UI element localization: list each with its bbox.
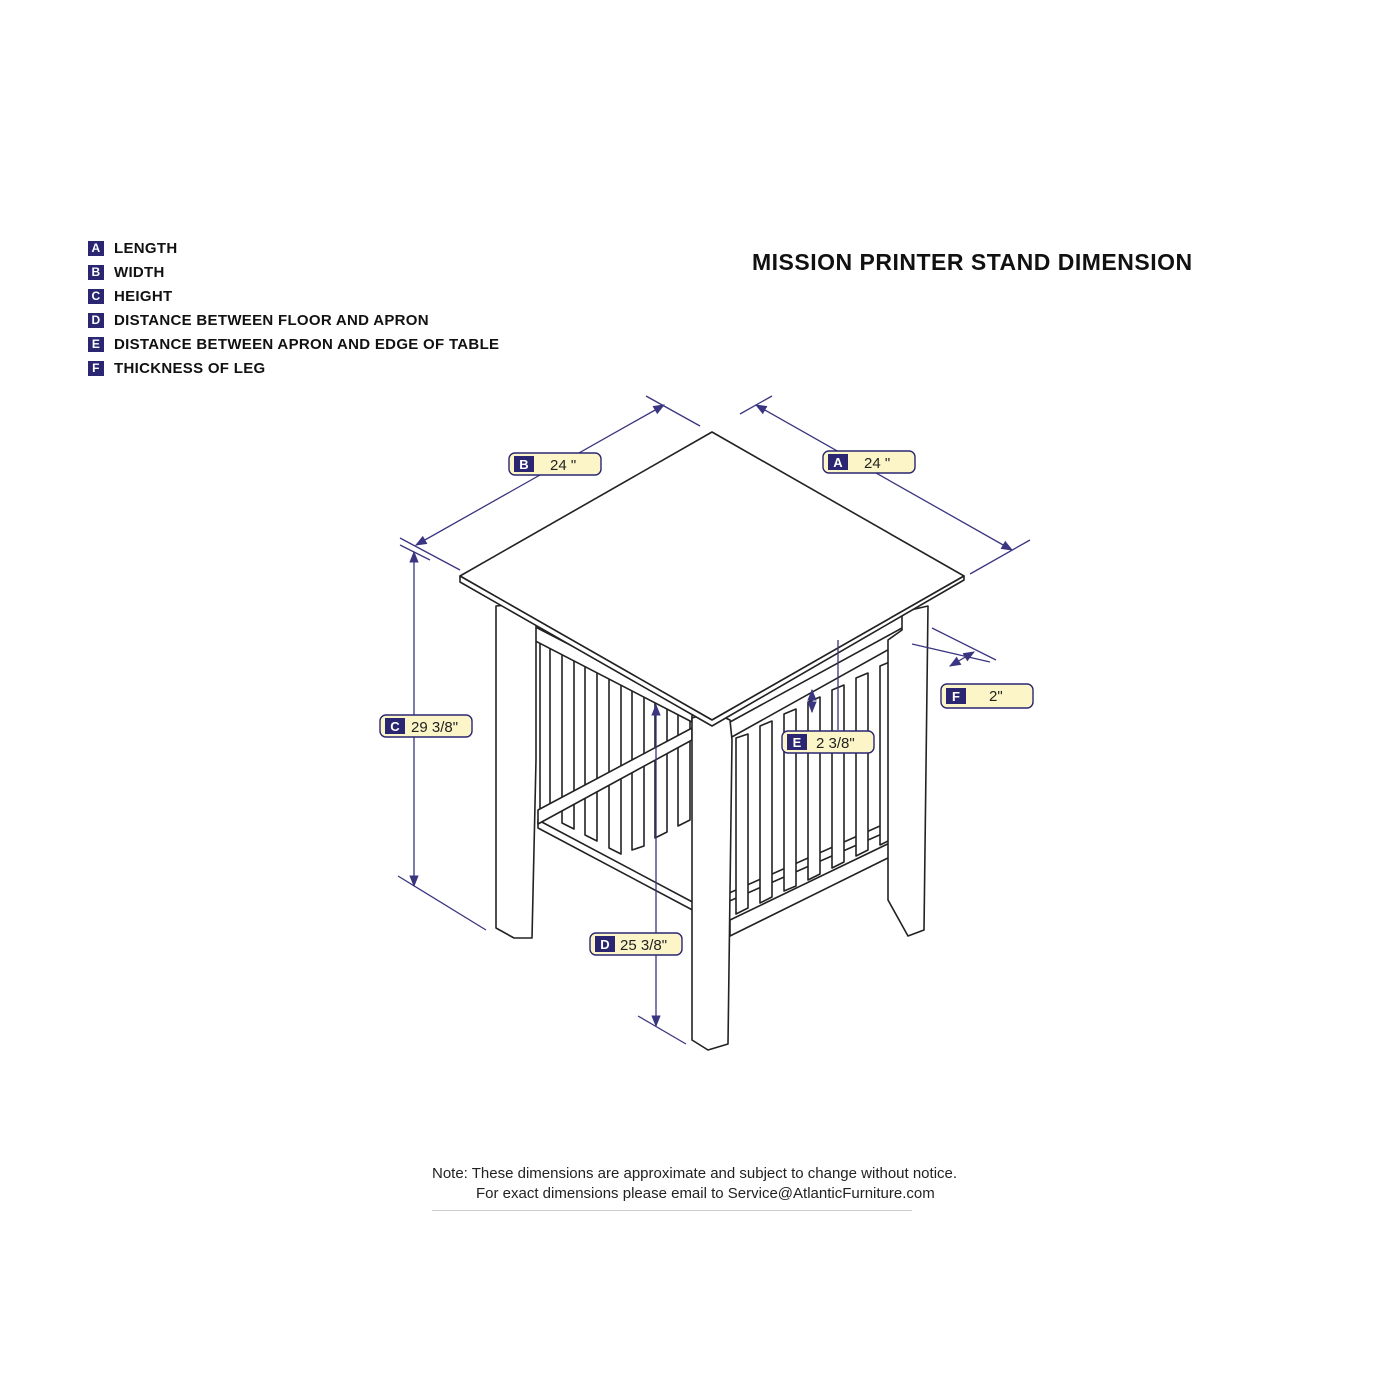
dimension-tag-e-key: E — [792, 735, 802, 750]
dimension-tag-e-value: 2 3/8" — [816, 735, 855, 752]
dimension-tag-b-value: 24 " — [550, 457, 577, 474]
legend-label-floor-apron: DISTANCE BETWEEN FLOOR AND APRON — [114, 311, 429, 329]
dimension-tag-d-value: 25 3/8" — [620, 937, 668, 954]
legend-label-length: LENGTH — [114, 239, 178, 257]
front-leg — [692, 712, 732, 1050]
legend-badge-f: F — [88, 361, 104, 376]
dimension-tag-c-key: C — [390, 719, 400, 734]
dimension-tag-b-key: B — [519, 457, 529, 472]
dimension-tag-f — [941, 684, 1033, 708]
legend-label-width: WIDTH — [114, 263, 165, 281]
note-line-2: For exact dimensions please email to Service@AtlanticFurniture.com — [476, 1185, 935, 1202]
legend-label-height: HEIGHT — [114, 287, 173, 305]
legend-label-apron-edge: DISTANCE BETWEEN APRON AND EDGE OF TABLE — [114, 335, 500, 353]
legend-badge-c: C — [88, 289, 104, 304]
legend-badge-b: B — [88, 265, 104, 280]
disclaimer-note — [432, 1164, 957, 1204]
legend-badge-e: E — [88, 337, 104, 352]
legend-badge-a: A — [88, 241, 104, 256]
note-divider — [432, 1210, 912, 1211]
back-left-leg — [496, 604, 536, 938]
dimension-tag-a-value: 24 " — [864, 455, 891, 472]
right-leg — [888, 606, 928, 936]
dimension-tag-a-key: A — [833, 455, 843, 470]
legend-label-leg-thickness: THICKNESS OF LEG — [114, 359, 266, 377]
dimension-tag-f-key: F — [952, 689, 960, 704]
table-outline — [460, 432, 964, 1050]
dimension-tag-a — [823, 451, 915, 473]
dimension-tag-d — [590, 933, 682, 955]
dimension-tag-b — [509, 453, 601, 475]
note-line-1: Note: These dimensions are approximate and subject to change without notice. — [432, 1165, 958, 1182]
legend-badge-d: D — [88, 313, 104, 328]
dimension-tag-d-key: D — [600, 937, 610, 952]
dimension-tag-c-value: 29 3/8" — [411, 719, 459, 736]
dimension-tag-f-value: 2" — [989, 688, 1003, 705]
page-title: MISSION PRINTER STAND DIMENSION — [752, 249, 1193, 275]
dimension-tag-e — [782, 731, 874, 753]
dimension-tag-c — [380, 715, 472, 737]
